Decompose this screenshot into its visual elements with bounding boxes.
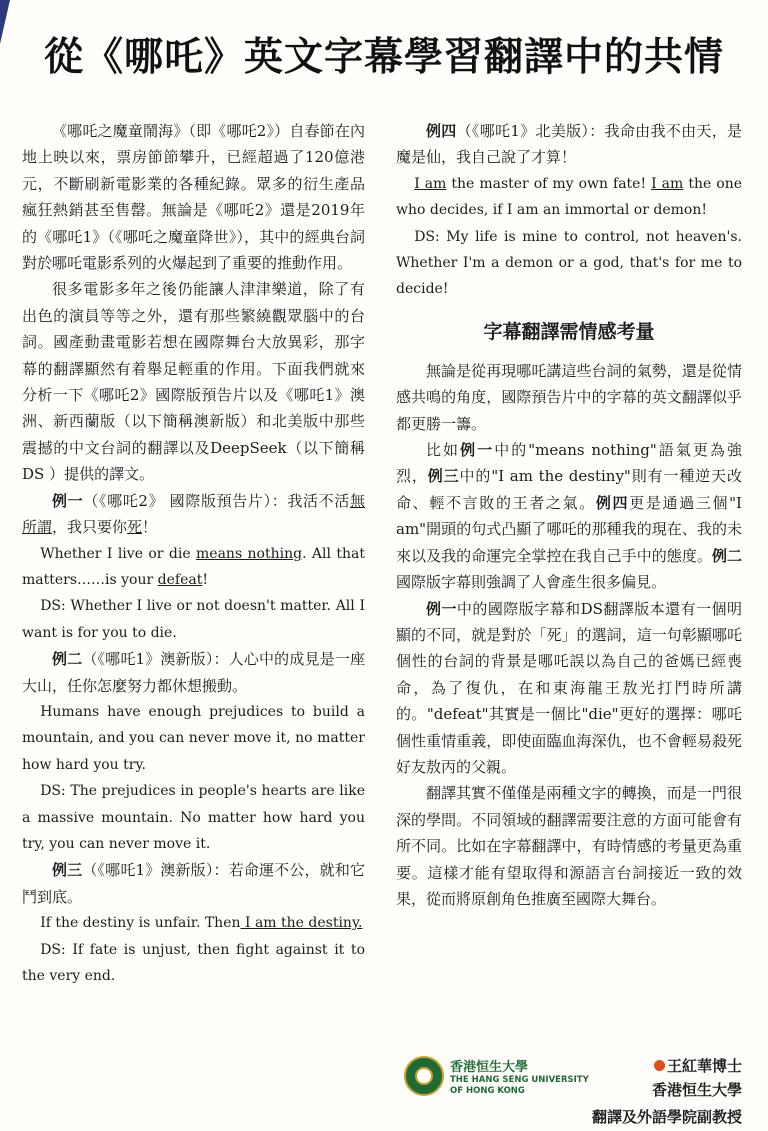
logo-english-line: THE HANG SENG UNIVERSITY bbox=[450, 1075, 589, 1085]
paragraph-conclusion: 翻譯其實不僅僅是兩種文字的轉換，而是一門很深的學問。不同領域的翻譯需要注意的方面可能會有所不同。比如在字幕翻譯中，有時情感的考量更為重要。這樣才能有望取得和源語言台詞接近一致的效果，從而將原創角色推廣至國際大舞台。 bbox=[396, 784, 742, 908]
example-2-english: Humans have enough prejudices to build a mountain, and you can never move it, no matter how hard you try. bbox=[22, 703, 365, 773]
paragraph-comparison: 無論是從再現哪吒講這些台詞的氣勢，還是從情感共鳴的角度，國際預告片中的字幕的英文翻譯似乎都更勝一籌。 bbox=[396, 361, 742, 433]
example-3-ds: DS: If fate is unjust, then fight against it to the very end. bbox=[22, 941, 365, 984]
example-text: the master of my own fate! bbox=[446, 175, 652, 192]
example-label: 例一 bbox=[426, 599, 457, 618]
example-label: 例二 bbox=[711, 546, 742, 565]
example-label: 例三 bbox=[52, 861, 83, 880]
example-text: If the destiny is unfair. Then bbox=[40, 915, 241, 932]
article-footer bbox=[396, 1048, 742, 1128]
article-title: 從《哪吒》英文字幕學習翻譯中的共情 bbox=[43, 35, 724, 80]
example-text: 中的"means nothing"語氣更為強烈， bbox=[396, 441, 742, 486]
paragraph-subtitles: 很多電影多年之後仍能讓人津津樂道，除了有出色的演員等等之外，還有那些繁繞觀眾腦中的台詞。國產動畫電影若想在國際舞台大放異彩，那字幕的翻譯顯然有着舉足輕重的作用。下面我們就來分析一下《哪吒2》國際版預告片以及《哪吒1》澳洲、新西蘭版（以下簡稱澳新版）和北美版中那些震撼的中文台詞的翻譯以及DeepSeek（以下簡稱DS ）提供的譯文。 bbox=[22, 280, 365, 484]
example-label: 例四 bbox=[426, 122, 457, 140]
example-1-english bbox=[22, 541, 365, 594]
example-text: ! bbox=[202, 571, 208, 588]
logo-english-name bbox=[450, 1075, 600, 1097]
underlined-phrase: I am the destiny. bbox=[240, 915, 363, 932]
example-text: 更是通過三個"I am"開頭的句式凸顯了哪吒的那種我的現在、我的未來以及我的命運完全掌控在我自己手中的態度。 bbox=[396, 493, 742, 565]
university-seal-icon bbox=[404, 1056, 444, 1096]
example-label: 例一 bbox=[52, 491, 84, 510]
section-heading: 字幕翻譯需情感考量 bbox=[483, 320, 655, 343]
right-column bbox=[396, 118, 742, 912]
underlined-phrase: 死 bbox=[127, 518, 143, 537]
example-3-english bbox=[22, 910, 365, 936]
author-organization: 香港恒生大學 bbox=[651, 1081, 742, 1099]
logo-chinese-name: 香港恒生大學 bbox=[450, 1060, 529, 1075]
bullet-dot-icon bbox=[654, 1060, 665, 1071]
example-label: 例二 bbox=[52, 650, 83, 669]
university-logo bbox=[404, 1054, 599, 1102]
example-label: 例一 bbox=[460, 441, 495, 460]
example-text: （《哪吒1》澳新版）：若命運不公，就和它鬥到底。 bbox=[22, 861, 365, 906]
left-column bbox=[22, 118, 365, 989]
example-2-ds: DS: The prejudices in people's hearts are like a massive mountain. No matter how hard you try, you can never move it. bbox=[22, 783, 365, 852]
example-text: Whether I live or die bbox=[40, 545, 197, 562]
underlined-phrase: I am bbox=[414, 175, 447, 192]
author-title: 翻譯及外語學院副教授 bbox=[591, 1108, 742, 1126]
example-1-ds: DS: Whether I live or not doesn't matter. All I want is for you to die. bbox=[22, 598, 365, 641]
example-text: 國際版字幕則強調了人會產生很多偏見。 bbox=[396, 573, 667, 592]
underlined-phrase: defeat bbox=[157, 571, 203, 588]
underlined-phrase: means nothing bbox=[196, 545, 303, 562]
example-text: （《哪吒2》 國際版預告片）：我活不活 bbox=[83, 491, 350, 510]
example-text: . All that matters……is your bbox=[22, 545, 366, 588]
example-4-ds: DS: My life is mine to control, not heaven's. Whether I'm a demon or a god, that's for me to decide! bbox=[396, 228, 742, 298]
author-block bbox=[652, 1054, 742, 1102]
example-label: 例四 bbox=[595, 493, 630, 512]
author-name: 王紅華博士 bbox=[666, 1057, 742, 1075]
paragraph-death-word bbox=[396, 596, 742, 781]
example-label: 例三 bbox=[427, 467, 460, 486]
author-name-line bbox=[652, 1054, 742, 1078]
example-text: 比如 bbox=[426, 441, 461, 460]
paragraph-analysis bbox=[396, 437, 742, 595]
underlined-phrase: 無所謂 bbox=[22, 491, 365, 537]
example-text: ，我只要你 bbox=[52, 518, 128, 537]
example-text: （《哪吒1》澳新版）：人心中的成見是一座大山，任你怎麼努力都休想搬動。 bbox=[22, 650, 365, 695]
example-1-chinese bbox=[22, 488, 365, 541]
example-4-english bbox=[396, 171, 742, 224]
example-text: 中的國際版字幕和DS翻譯版本還有一個明顯的不同，就是對於「死」的選詞，這一句彰顯哪吒個性的台詞的背景是哪吒誤以為自己的爸媽已經喪命，為了復仇，在和東海龍王敖光打鬥時所講的。"defeat"其實是一個比"die"更好的選擇：哪吒個性重情重義，即使面臨血海深仇，也不會輕易殺死好友敖丙的父親。 bbox=[396, 599, 742, 776]
example-2-chinese bbox=[22, 646, 365, 699]
underlined-phrase: I am bbox=[651, 175, 684, 192]
example-text: （《哪吒1》北美版）：我命由我不由天，是魔是仙，我自己說了才算！ bbox=[396, 122, 742, 167]
example-text: the one who decides, if I am an immortal or demon! bbox=[396, 175, 742, 219]
paragraph-intro: 《哪吒之魔童鬧海》（即《哪吒2》）自春節在內地上映以來，票房節節攀升，已經超過了120億港元，不斷刷新電影業的各種紀錄。眾多的衍生產品瘋狂熱銷甚至售罄。無論是《哪吒2》還是2019年的《哪吒1》（《哪吒之魔童降世》），其中的經典台詞對於哪吒電影系列的火爆起到了重要的推動作用。 bbox=[22, 122, 365, 273]
example-4-chinese bbox=[396, 118, 742, 171]
example-text: 中的"I am the destiny"則有一種逆天改命、輕不言敗的王者之氣。 bbox=[396, 467, 742, 512]
example-text: ！ bbox=[142, 518, 158, 537]
example-3-chinese bbox=[22, 857, 365, 910]
logo-english-line: OF HONG KONG bbox=[450, 1086, 525, 1096]
